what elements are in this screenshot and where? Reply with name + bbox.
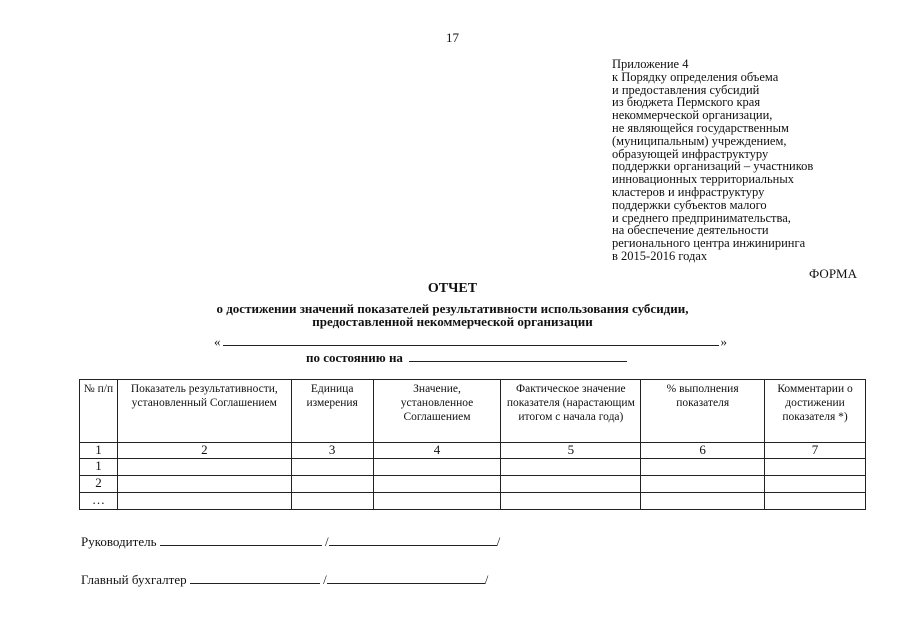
table-cell[interactable] — [373, 493, 501, 510]
appendix-line: в 2015-2016 годах — [612, 248, 708, 263]
quote-close: » — [720, 334, 727, 349]
table-cell[interactable] — [501, 459, 641, 476]
appendix-line: регионального центра инжиниринга — [612, 236, 806, 251]
table-header-row — [80, 380, 866, 443]
appendix-line: и предоставления субсидий — [612, 82, 760, 97]
table-cell[interactable] — [765, 476, 866, 493]
column-header: Показатель результативности, установленный Соглашением — [117, 380, 291, 443]
form-label: ФОРМА — [809, 266, 857, 281]
accountant-signature-line — [81, 572, 488, 588]
row-number: 1 — [80, 459, 118, 476]
table-cell[interactable] — [117, 459, 291, 476]
appendix-line: (муниципальным) учреждением, — [612, 133, 787, 148]
subtitle-line-2: предоставленной некоммерческой организации — [312, 314, 593, 329]
column-number: 3 — [291, 443, 373, 459]
column-header: Комментарии о достижении показателя *) — [765, 380, 866, 443]
column-header: № п/п — [80, 380, 118, 443]
column-number: 2 — [117, 443, 291, 459]
accountant-name-field[interactable] — [327, 572, 485, 584]
appendix-line: инновационных территориальных — [612, 172, 795, 187]
signature-separator: / — [323, 572, 327, 587]
accountant-signature-field[interactable] — [190, 572, 320, 584]
appendix-line: на обеспечение деятельности — [612, 223, 769, 238]
column-header: Фактическое значение показателя (нарастающим итогом с начала года) — [501, 380, 641, 443]
appendix-line: из бюджета Пермского края — [612, 95, 761, 110]
column-number: 4 — [373, 443, 501, 459]
organization-name-field[interactable] — [223, 334, 719, 346]
table-cell[interactable] — [291, 493, 373, 510]
table-cell[interactable] — [117, 476, 291, 493]
report-subtitle — [0, 302, 905, 328]
signature-separator: / — [496, 534, 501, 549]
column-number: 7 — [765, 443, 866, 459]
subtitle-line-1: о достижении значений показателей результативности использования субсидии, — [216, 301, 689, 316]
head-name-field[interactable] — [329, 534, 497, 546]
table-row — [80, 459, 866, 476]
table-cell[interactable] — [641, 459, 765, 476]
as-of-date-field[interactable] — [409, 350, 627, 362]
quote-open: « — [214, 334, 221, 349]
head-signature-line — [81, 534, 500, 550]
appendix-line: кластеров и инфраструктуру — [612, 184, 765, 199]
page-number: 17 — [446, 30, 459, 45]
table-cell[interactable] — [501, 493, 641, 510]
table-cell[interactable] — [117, 493, 291, 510]
appendix-block — [612, 58, 813, 263]
organization-name-line — [214, 334, 727, 350]
appendix-line: Приложение 4 — [612, 57, 689, 71]
as-of-line — [306, 350, 627, 366]
appendix-line: поддержки субъектов малого — [612, 197, 767, 212]
head-signature-field[interactable] — [160, 534, 322, 546]
column-header: Единица измерения — [291, 380, 373, 443]
appendix-line: некоммерческой организации, — [612, 108, 773, 123]
appendix-line: и среднего предпринимательства, — [612, 210, 791, 225]
column-number-row — [80, 443, 866, 459]
table-cell[interactable] — [641, 476, 765, 493]
table-cell[interactable] — [765, 459, 866, 476]
indicators-table — [79, 379, 866, 510]
table-cell[interactable] — [373, 459, 501, 476]
accountant-label: Главный бухгалтер — [81, 572, 187, 587]
row-number: … — [80, 493, 118, 510]
signature-separator: / — [325, 534, 329, 549]
appendix-line: к Порядку определения объема — [612, 69, 779, 84]
appendix-line: образующей инфраструктуру — [612, 146, 769, 161]
table-cell[interactable] — [291, 476, 373, 493]
column-number: 5 — [501, 443, 641, 459]
report-title: ОТЧЕТ — [427, 281, 478, 296]
column-header: % выполнения показателя — [641, 380, 765, 443]
table-cell[interactable] — [291, 459, 373, 476]
as-of-label: по состоянию на — [306, 350, 403, 365]
table-row — [80, 493, 866, 510]
row-number: 2 — [80, 476, 118, 493]
appendix-line: не являющейся государственным — [612, 120, 789, 135]
table-cell[interactable] — [765, 493, 866, 510]
head-label: Руководитель — [81, 534, 157, 549]
table-cell[interactable] — [501, 476, 641, 493]
column-header: Значение, установленное Соглашением — [373, 380, 501, 443]
table-row — [80, 476, 866, 493]
column-number: 1 — [80, 443, 118, 459]
table-cell[interactable] — [373, 476, 501, 493]
signature-separator: / — [484, 572, 489, 587]
table-cell[interactable] — [641, 493, 765, 510]
appendix-line: поддержки организаций – участников — [612, 159, 814, 174]
column-number: 6 — [641, 443, 765, 459]
